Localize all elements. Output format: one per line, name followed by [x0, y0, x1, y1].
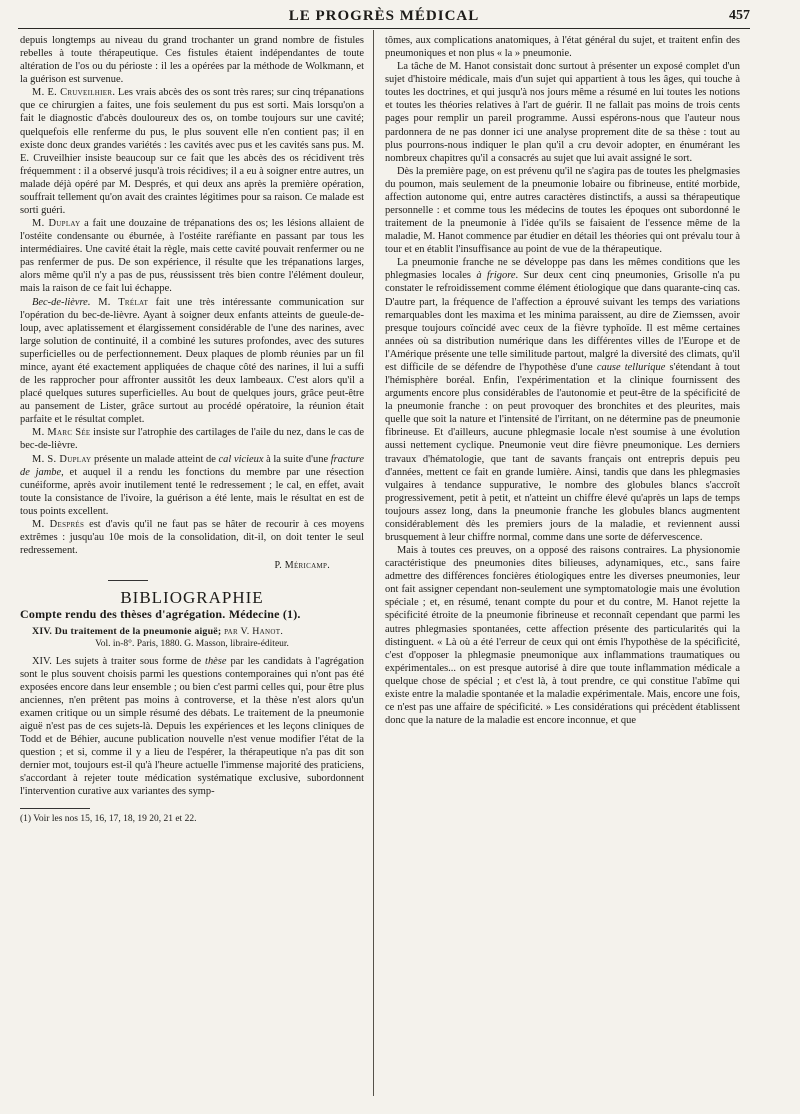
entry-author: par V. Hanot. [221, 626, 284, 638]
bibliography-entry [20, 625, 364, 638]
paragraph [20, 86, 364, 217]
page-number: 457 [729, 8, 750, 23]
paragraph-text: fait une très intéressante communication sur l'opération du bec-de-lièvre. Ayant à soigner deux enfants atteints de gueule-de-loup, avec aplatissement et élargissement considérable de l'une des narines, avec large solution de continuité, il a combiné les sutures profondes, avec des sutures superficielles ou de perfectionnement. Deux plaques de plomb réunies par un fil mince, ayant été exactement appliquées de chaque côté des narines, il lui a suffi de les rapprocher pour affronter aussitôt les deux lambeaux. C'est alors qu'il a placé quelques sutures superficielles. Au bout de quelques jours, grâce peut-être au pansement de Lister, grâce surtout au procédé opératoire, la réunion était parfaite et le résultat complet. [20, 296, 364, 426]
speaker-name: M. S. Duplay [32, 453, 92, 465]
italic-term: à frigore [476, 270, 516, 282]
paragraph [20, 426, 364, 452]
paragraph [20, 217, 364, 295]
right-column [385, 34, 740, 1108]
speaker-name: M. Trélat [90, 296, 149, 308]
paragraph-text: , et auquel il a rendu les fonctions du membre par une résection cunéiforme, après avoir inutilement tenté le redressement ; le cal, en effet, avait toute la consistance de l'ivoire, la guérison a été lente, mais le résultat en est de tous points excellent. [20, 466, 364, 517]
footnote-separator [20, 808, 90, 809]
left-column [20, 34, 364, 1108]
entry-title: XIV. Du traitement de la pneumonie aiguë; [32, 626, 222, 638]
paragraph-text: . Sur deux cent cinq pneumonies, Grisolle n'a pu constater le refroidissement comme élément étiologique que dans quarante-cinq cas. D'autre part, la fréquence de l'affection a éprouvé suivant les temps des variations remarquables dont les maxima et les minima paraissent, au dire de Ziemssen, avoir presque toujours coïncidé avec ceux de la fièvre typhoïde. Il est même certaines années où sa distribution numérique dans les différentes villes de l'Europe et de l'Amérique présente une telle similitude partout, malgré la diversité des climats, qu'il est difficile de se défendre de l'hypothèse d'une [385, 270, 740, 373]
column-divider [373, 30, 374, 1096]
paragraph-text: La pneumonie franche ne se développe pas dans les mêmes conditions que les phlegmasies locales [385, 257, 740, 282]
paragraph-text: Les vrais abcès des os sont très rares; sur cinq trépanations que ce chirurgien a faites, une fois seulement du pus est sorti. Mais lorsqu'on a fait le diagnostic d'abcès douloureux des os, on tombe toujours sur une cavité; quelquefois elle renferme du pus, le plus souvent elle n'en contient pas; il en existe donc deux grandes variétés : les cavités avec pus et les cavités sans pus. M. E. Cruveilhier insiste beaucoup sur ce fait que les abcès des os récidivent très fréquemment : il a observé jusqu'à trois récidives; il a eu à soigner entre autres, un malade déjà opéré par M. Després, et qui deux ans après la première opération, souffrait tellement qu'on avait des craintes légitimes pour sa raison. Ce malade est sorti guéri. [20, 87, 364, 217]
speaker-name: M. Duplay [32, 218, 81, 230]
speaker-name: M. Després [32, 518, 85, 530]
author-signature: P. Méricamp. [274, 560, 330, 572]
paragraph-text: insiste sur l'atrophie des cartilages de l'aile du nez, dans le cas de bec-de-lièvre. [20, 427, 364, 452]
paragraph-text: a fait une douzaine de trépanations des os; les lésions allaient de l'ostéite condensante ou éburnée, à l'ostéite raréfiante en passant par tous les intermédiaires. Une cavité était la règle, mais cette cavité pouvait renfermer ou ne pas renfermer de pus. De son expérience, il résulte que les trépanations larges, alors même qu'il n'y a pas de pus, réussissent très bien contre l'élément douleur, mais la raison de ce fait lui échappe. [20, 218, 364, 295]
paragraph-text: présente un malade atteint de [91, 453, 219, 465]
speaker-name: M. Marc Sée [32, 427, 91, 439]
entry-publication-info: Vol. in-8°. Paris, 1880. G. Masson, libraire-éditeur. [95, 639, 289, 650]
paragraph [20, 453, 364, 518]
paragraph: La tâche de M. Hanot consistait donc surtout à présenter un exposé complet d'un sujet d'histoire médicale, mais d'un sujet qui appartient à tous les âges, qui touche à toutes les doctrines, et qui jusqu'à nos jours même a résumé en lui toutes les notions et toutes les théories relatives à l'art de guérir. Il ne fallait pas moins de trois cents pages pour remplir un pareil programme. Aussi espérons-nous que l'auteur nous pardonnera de ne pas donner ici une analyse proprement dite de sa thèse : tout au plus pourrons-nous indiquer le plan qu'il a cru devoir adopter, en énumérant les nombreux chapitres qu'il a consacrés au sujet que lui avait assigné le sort. [385, 61, 740, 164]
page-header [18, 6, 750, 29]
italic-term: thèse [205, 655, 227, 667]
paragraph-text: est d'avis qu'il ne faut pas se hâter de recourir à ces moyens extrêmes : jusqu'au 10e mois de la consolidation, dit-il, on doit tenter le seul redressement. [20, 518, 364, 557]
section-subtitle: Compte rendu des thèses d'agrégation. Médecine (1). [20, 607, 301, 622]
footnote: (1) Voir les nos 15, 16, 17, 18, 19 20, 21 et 22. [20, 814, 197, 825]
paragraph: Dès la première page, on est prévenu qu'il ne s'agira pas de toutes les phelgmasies du poumon, mais seulement de la pneumonie lobaire ou fibrineuse, entité morbide, affection autonome qui, entre autres caractères distinctifs, a aussi sa thérapeutique personnelle : et comme tous les médecins de toutes les époques ont subordonné le traitement de la pneumonie à l'idée qu'ils se faisaient de l'essence même de la maladie, M. Hanot commence par étudier en détail les théories qui ont prévalu tour à tour et en établit l'insuffisance au point de vue de la thérapeutique. [385, 165, 740, 256]
paragraph-text: s'étendant à tout l'hémisphère boréal. Enfin, l'expérimentation et la clinique fournissent des arguments encore plus considérables de l'autonomie et peut-être de la spécificité de la pneumonie franche : on peut provoquer des bronchites et des pleurites, mais quelle que soit la nature et l'intensité de l'irritant, on ne détermine pas de pneumonie fibrineuse. Et d'ailleurs, aucune phlegmasie locale n'est soumise à une évolution aussi nettement cyclique. Pneumonie veut dire fièvre pneumonique. Les derniers travaux d'hématologie, que tant de savants français ont entrepris depuis peu d'années, mettent ce fait en grande lumière. Ainsi, tandis que dans les phlegmasies vulgaires à tendance suppurative, le nombre des globules blancs s'accroît progressivement, petit à petit, et n'atteint un chiffre élevé qu'après un laps de temps toujours assez long, dans la pneumonie franche les globules blancs augmentent considérablement dès les premiers jours de la maladie, et reviennent aussi brusquement à leur chiffre normal, comme dans une sorte de défervescence. [385, 361, 740, 543]
paragraph: tômes, aux complications anatomiques, à l'état général du sujet, et traitent enfin des pneumoniques et non plus « la » pneumonie. [385, 35, 740, 60]
section-separator [108, 580, 148, 581]
paragraph-text: à la suite d'une [263, 453, 331, 465]
paragraph: Mais à toutes ces preuves, on a opposé des raisons contraires. La physionomie caractéristique des pneumonies dites bilieuses, adynamiques, etc., sans faire admettre des différences foncières étiologiques entre les diverses pneumonies, leur ont fait assigner cependant non-seulement une symptomatologie mais une évolution spéciale ; et, en résumé, tenant compte du pour et du contre, M. Hanot rejette la spécificité étroite de la pneumonie fibrineuse et reconnaît cependant que parmi les autres phlegmasies spontanées, cette affection présente des particularités qui la distinguent. « Là où a été l'erreur de ceux qui ont émis l'hypothèse de la spécificité, c'est d'opposer la phlegmasie pneumonique aux inflammations traumatiques ou expérimentales... on est presque autorisé à dire que toute inflammation médicale a quelque chose de spécial ; et c'est là, à tout prendre, ce qui constitue l'abîme qui existe entre la maladie spontanée et la maladie expérimentale. Mais, encore une fois, ce n'est pas une affaire de spécificité. » Les considérations qui précèdent établissent donc que la nature de la maladie est encore inconnue, et que [385, 545, 740, 727]
italic-term: cause tellurique [596, 361, 666, 373]
section-title: BIBLIOGRAPHIE [120, 588, 264, 608]
paragraph [20, 518, 364, 557]
speaker-name: M. E. Cruveilhier. [32, 87, 116, 99]
journal-title: LE PROGRÈS MÉDICAL [288, 8, 480, 24]
paragraph: depuis longtemps au niveau du grand trochanter un grand nombre de fistules rebelles à toute thérapeutique. Ces fistules étaient indépendantes de toute altération de l'os ou du périoste : il les a opérées par la méthode de Wolkmann, et la guérison est survenue. [20, 35, 364, 86]
paragraph [385, 256, 740, 544]
italic-term: fracture de jambe [20, 453, 364, 478]
paragraph [20, 655, 364, 799]
italic-term: cal vicieux [218, 453, 264, 465]
section-heading: Bec-de-lièvre. [32, 296, 91, 308]
paragraph-text: XIV. Les sujets à traiter sous forme de [32, 655, 206, 667]
paragraph-text: par les candidats à l'agrégation sont le plus souvent choisis parmi les questions contemporaines qui n'ont pas été exposées encore dans leur ensemble ; ou bien c'est parmi celles qui, pour être plus anciennes, n'en prêtent pas moins à controverse, et la thèse n'est alors qu'un examen critique ou un simple résumé des débats. Le traitement de la pneumonie aiguë n'est pas de ces sujets-là. Depuis les expériences et les leçons cliniques de Todd et de Béhier, aucune publication nouvelle n'est venue modifier l'état de la question ; et si, comme il y a lieu de l'espérer, la thérapeutique n'a pas dit son dernier mot, toujours est-il qu'à l'heure actuelle l'immense majorité des praticiens, s'accordant à rejeter toute médication systématique exclusive, subordonnent l'intervention curative aux variantes des symp- [20, 655, 364, 798]
paragraph [20, 296, 364, 427]
